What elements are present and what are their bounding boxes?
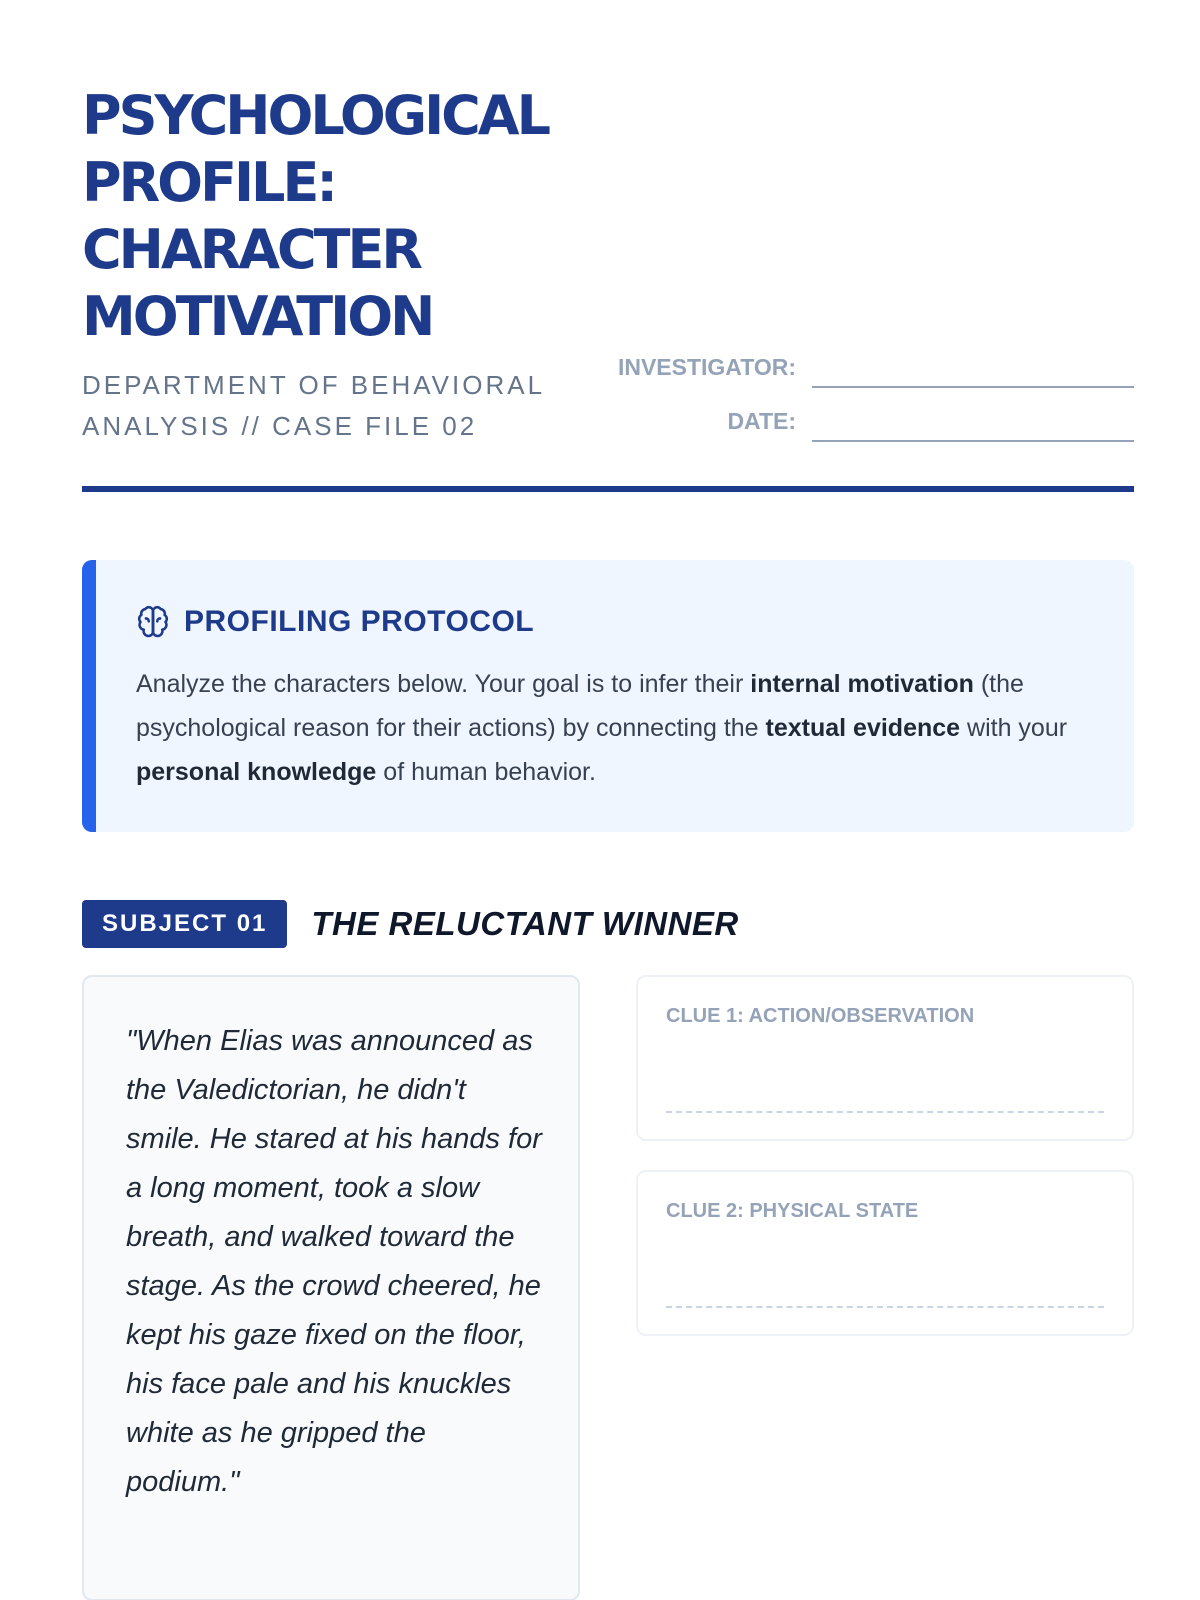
date-row [612,406,1134,460]
clue-box-2 [636,1170,1134,1336]
clue-box-1 [636,975,1134,1141]
protocol-heading [136,604,534,640]
investigator-label: INVESTIGATOR: [617,354,796,380]
header-divider [82,486,1134,492]
subtitle-line: DEPARTMENT OF BEHAVIORAL [82,370,546,400]
protocol-callout [82,560,1134,832]
title-line: PROFILE: [82,151,335,214]
worksheet-page [82,0,1134,1600]
subtitle-line: ANALYSIS // CASE FILE 02 [82,411,478,441]
clue-answer-line[interactable] [666,1306,1104,1308]
title-line: CHARACTER [82,218,420,281]
subject-title: THE RELUCTANT WINNER [311,905,739,942]
instruction-text: Analyze the characters below. Your goal is to infer their [136,670,751,698]
evidence-quote-box [82,975,580,1600]
subject-badge: SUBJECT 01 [82,900,287,948]
header [82,82,1134,492]
evidence-quote: "When Elias was announced as the Valedictorian, he didn't smile. He stared at his hands for a long moment, took a slow breath, and walked toward the stage. As the crowd cheered, he kept his gaze fixed on the floor, his face pale and his knuckles white as he gripped the podium." [126,1025,542,1498]
date-field[interactable] [812,440,1134,442]
instruction-text: (the psychological reason for their actions) by connecting the [136,670,1024,742]
clue-label: CLUE 2: PHYSICAL STATE [666,1200,919,1222]
meta-fields [612,352,1134,460]
page-subtitle [82,365,602,447]
clue-label: CLUE 1: ACTION/OBSERVATION [666,1005,975,1027]
instruction-text: with your [960,714,1068,742]
instruction-emphasis: textual evidence [765,714,961,742]
title-line: PSYCHOLOGICAL [82,84,549,147]
instruction-emphasis: internal motivation [750,670,974,698]
brain-icon [136,605,170,639]
instruction-emphasis: personal knowledge [136,758,377,786]
investigator-field[interactable] [812,386,1134,388]
subject-heading [82,900,739,948]
date-label: DATE: [727,408,796,434]
protocol-title: PROFILING PROTOCOL [184,605,535,638]
title-line: MOTIVATION [82,285,433,348]
instruction-text: of human behavior. [376,758,596,786]
clue-answer-line[interactable] [666,1111,1104,1113]
page-title [82,82,682,350]
protocol-instructions [136,662,1096,794]
investigator-row [612,352,1134,406]
